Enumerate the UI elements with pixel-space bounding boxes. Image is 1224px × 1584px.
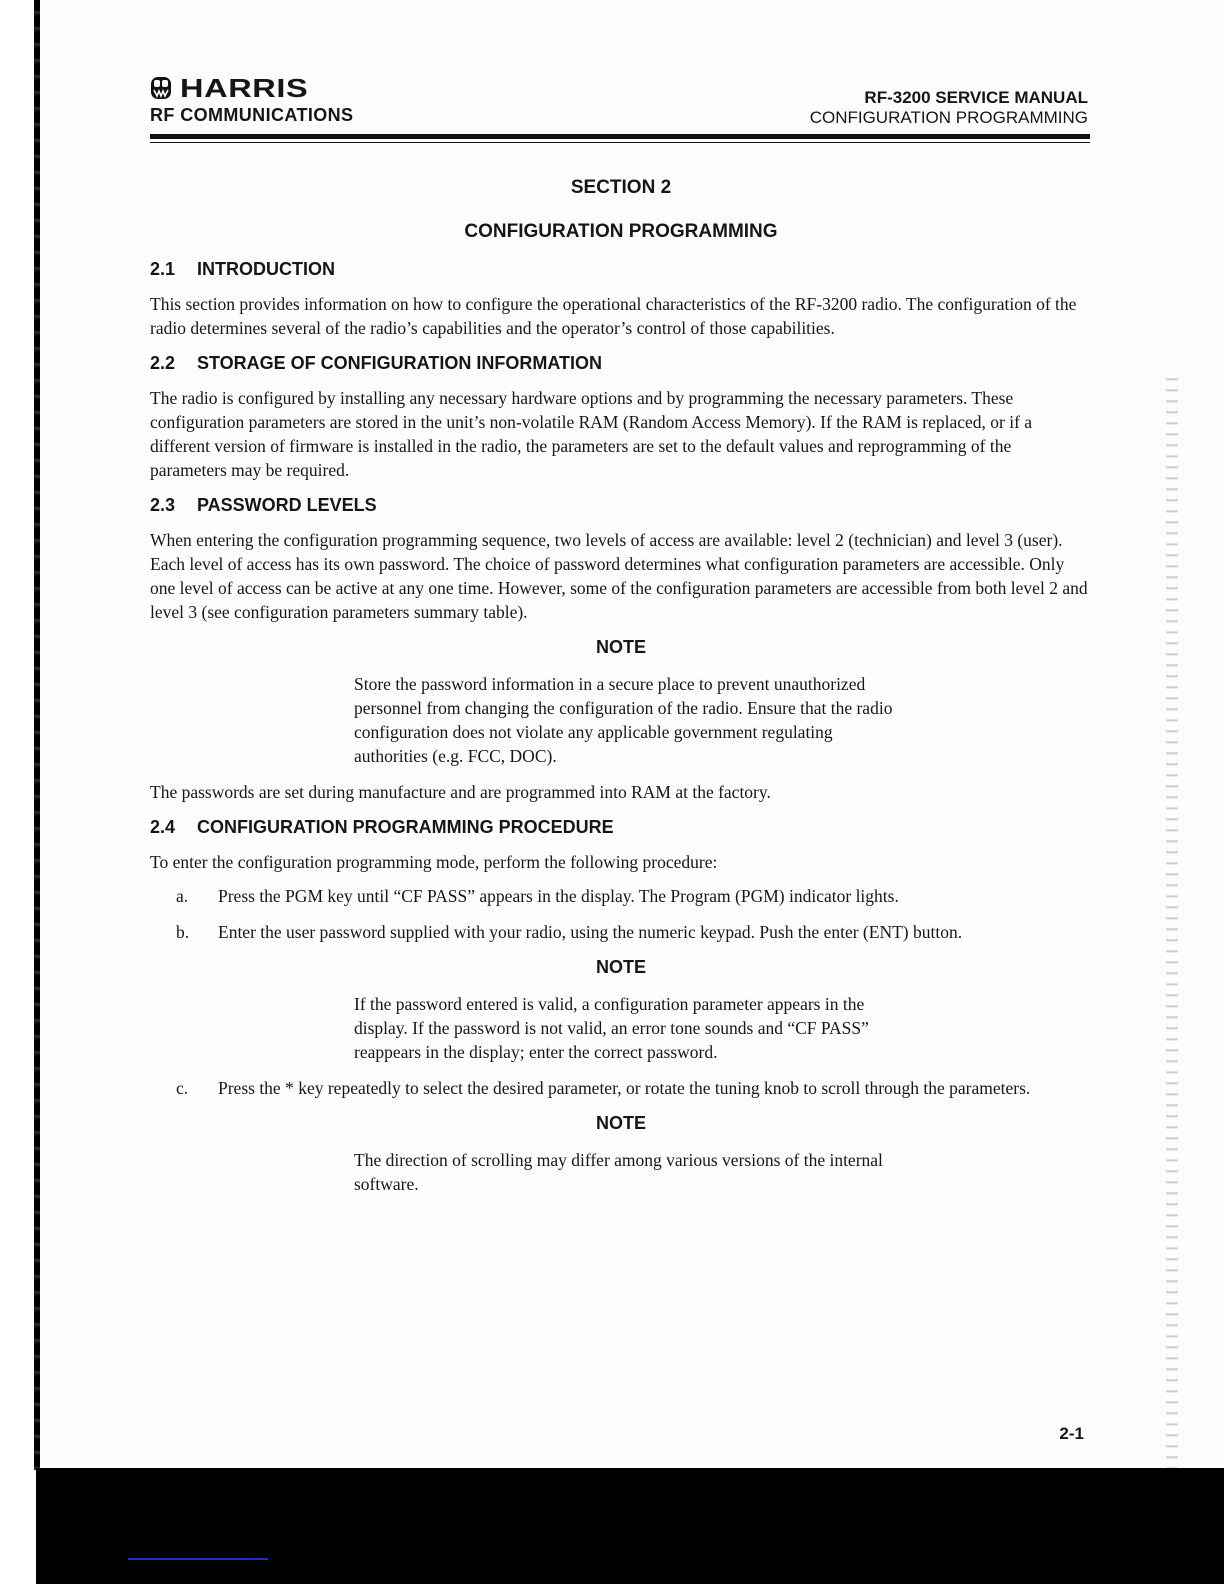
harris-logo-icon xyxy=(150,76,172,100)
step-text: Press the PGM key until “CF PASS” appears in the display. The Program (PGM) indicator lights. xyxy=(218,886,899,906)
manual-title: RF-3200 SERVICE MANUAL xyxy=(864,88,1088,107)
password-levels-paragraph: When entering the configuration programming sequence, two levels of access are available: level 2 (technician) and level 3 (user). Each level of access has its own password. The choice of password determines what configuration parameters are accessible. Only one level of access can be active at any one time. However, some of the configuration parameters are accessible from both level 2 and level 3 (see configuration parameters summary table). xyxy=(150,530,1088,622)
storage-paragraph: The radio is configured by installing any necessary hardware options and by programming the necessary parameters. These configuration parameters are stored in the unit’s non-volatile RAM (Random Access Memory). If the RAM is replaced, or if a different version of firmware is installed in the radio, the parameters are set to the default values and reprogramming of the parameters may be required. xyxy=(150,388,1033,480)
scan-edge-marks xyxy=(1166,370,1178,1470)
heading-number: 2.4 xyxy=(150,817,176,837)
binding-edge xyxy=(0,0,38,1584)
heading-number: 2.2 xyxy=(150,353,176,373)
heading-text: CONFIGURATION PROGRAMMING PROCEDURE xyxy=(197,817,614,837)
note-text-scrolling: The direction of scrolling may differ among various versions of the internal software. xyxy=(354,1150,883,1194)
section-number: SECTION 2 xyxy=(570,177,672,198)
section-title: CONFIGURATION PROGRAMMING xyxy=(464,221,778,242)
introduction-paragraph: This section provides information on how to configure the operational characteristics of the RF-3200 radio. The configuration of the radio determines several of the radio’s capabilities and the operator’s control of those capabilities. xyxy=(150,294,1077,338)
heading-text: STORAGE OF CONFIGURATION INFORMATION xyxy=(197,353,602,373)
procedure-intro-paragraph: To enter the configuration programming mode, perform the following procedure: xyxy=(150,852,718,872)
note-heading: NOTE xyxy=(595,957,646,977)
procedure-step-c xyxy=(150,1076,1092,1100)
note-text-password-validation: If the password entered is valid, a configuration parameter appears in the display. If the password is not valid, an error tone sounds and “CF PASS” reappears in the display; enter the correct password. xyxy=(354,994,869,1062)
heading-storage xyxy=(150,352,1092,374)
company-name: HARRIS xyxy=(180,73,309,103)
company-logo xyxy=(150,73,309,103)
heading-procedure xyxy=(150,816,1092,838)
step-letter: a. xyxy=(176,886,189,906)
step-text: Press the * key repeatedly to select the desired parameter, or rotate the tuning knob to scroll through the parameters. xyxy=(218,1078,1031,1098)
heading-number: 2.3 xyxy=(150,495,176,515)
note-text-password-storage: Store the password information in a secure place to prevent unauthorized personnel from changing the configuration of the radio. Ensure that the radio configuration does not violate any applicable government regulating authorities (e.g. FCC, DOC). xyxy=(354,674,893,766)
note-heading: NOTE xyxy=(595,1113,646,1133)
scan-artifact-line xyxy=(128,1558,268,1560)
page-number: 2-1 xyxy=(1059,1424,1084,1443)
heading-introduction xyxy=(150,258,1092,280)
procedure-step-b xyxy=(150,920,1092,944)
step-letter: b. xyxy=(176,922,190,942)
company-division: RF COMMUNICATIONS xyxy=(150,105,354,125)
header-rule xyxy=(150,134,1090,139)
step-text: Enter the user password supplied with your radio, using the numeric keypad. Push the enter (ENT) button. xyxy=(218,922,963,942)
procedure-step-a xyxy=(150,884,1092,908)
heading-password-levels xyxy=(150,494,1092,516)
password-factory-paragraph: The passwords are set during manufacture and are programmed into RAM at the factory. xyxy=(150,782,771,802)
step-letter: c. xyxy=(176,1078,189,1098)
header-rule-thin xyxy=(150,142,1090,143)
heading-text: PASSWORD LEVELS xyxy=(197,495,377,515)
manual-chapter: CONFIGURATION PROGRAMMING xyxy=(809,108,1088,127)
heading-number: 2.1 xyxy=(150,259,176,279)
heading-text: INTRODUCTION xyxy=(197,259,335,279)
note-heading: NOTE xyxy=(595,637,646,657)
scan-bottom-band xyxy=(36,1468,1224,1584)
page-content xyxy=(150,174,1092,1208)
